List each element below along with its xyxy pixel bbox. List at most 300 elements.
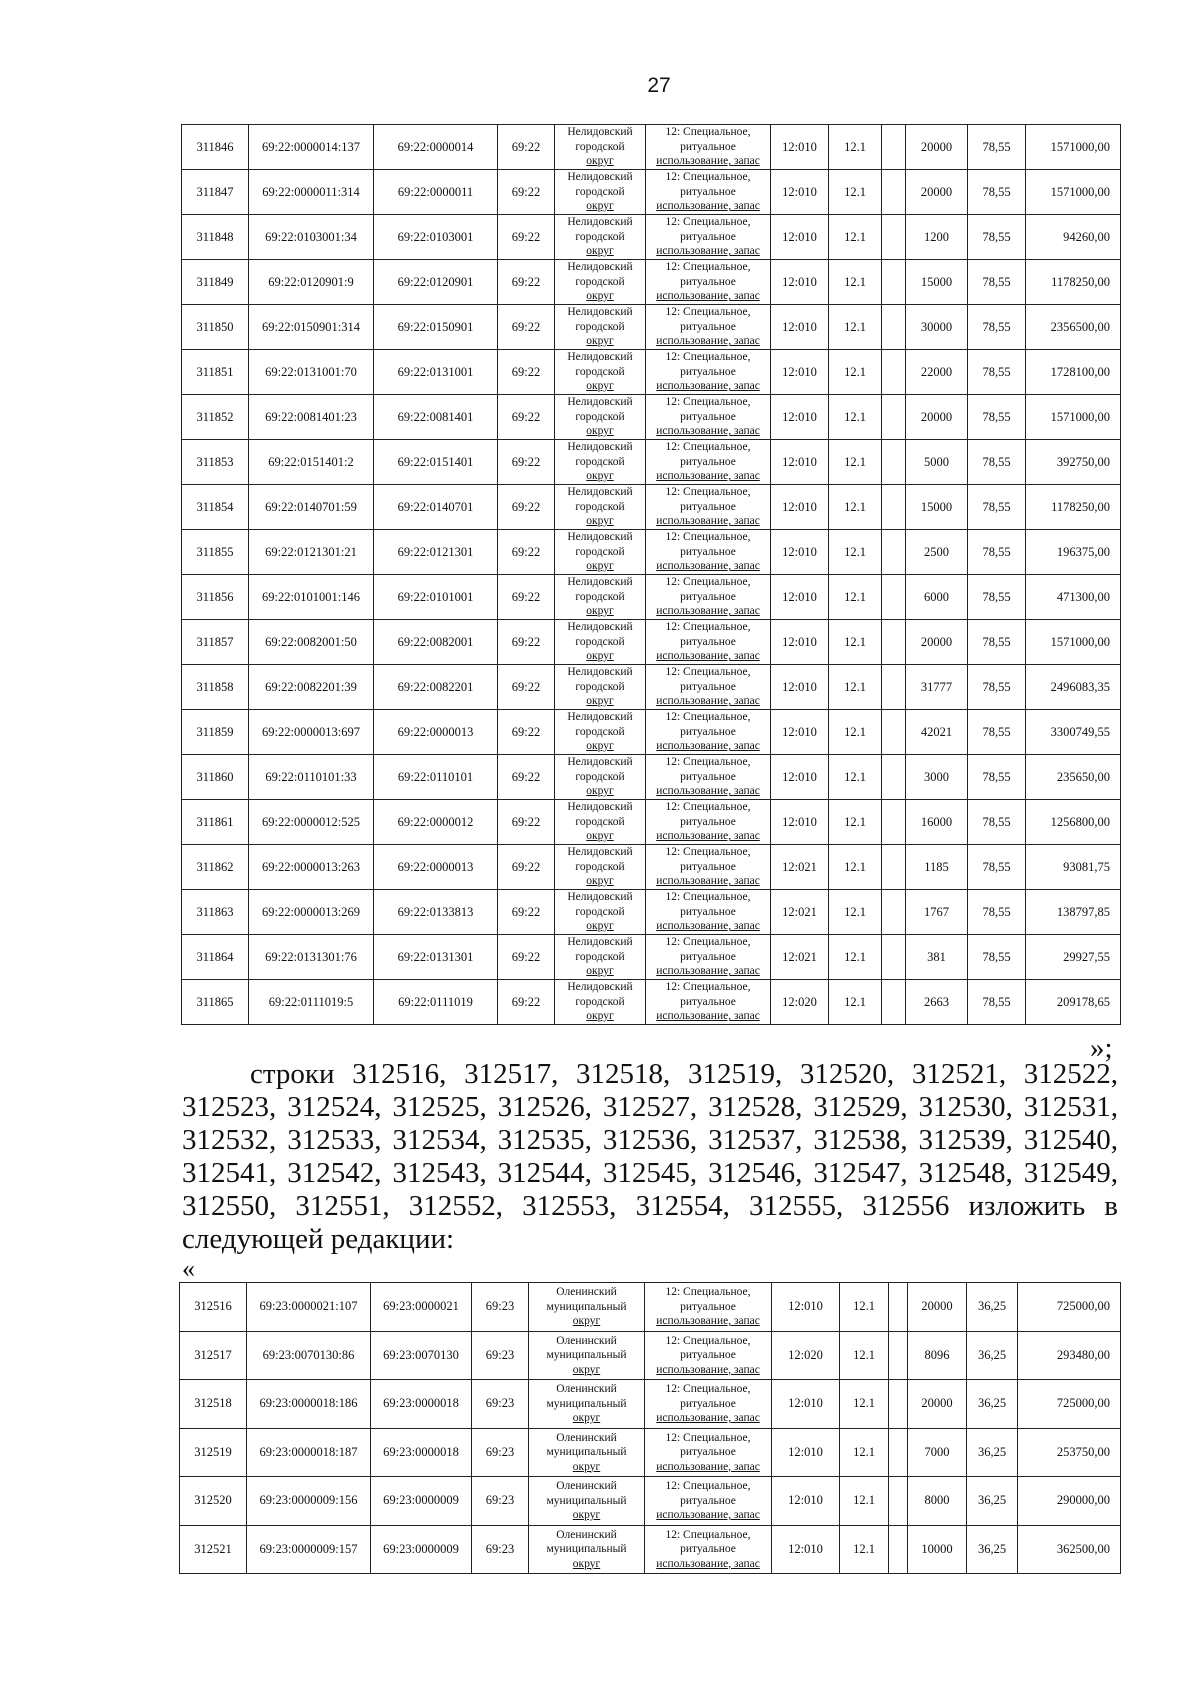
cadastral-district: 69:22 [498,890,555,935]
municipality-name-line: Нелидовский [567,621,633,634]
cadastral-number: 69:23:0000018:186 [247,1380,371,1429]
table-row [182,440,1121,485]
specific-value: 78,55 [968,935,1026,980]
cadastral-value: 1178250,00 [1026,260,1121,305]
land-use-type-line: 12: Специальное, [665,1528,751,1541]
land-use-type-line: 12: Специальное, [665,1334,751,1347]
cadastral-district: 69:22 [498,935,555,980]
row-number: 311856 [182,575,249,620]
land-use-type [646,935,771,980]
cadastral-quarter: 69:22:0103001 [374,215,498,260]
area-value: 8096 [908,1331,967,1380]
cadastral-value: 209178,65 [1026,980,1121,1025]
land-use-type-line: использование, запас [656,785,760,798]
area-value: 7000 [908,1428,967,1477]
cadastral-district: 69:22 [498,260,555,305]
land-use-type-line: ритуальное [680,1349,736,1361]
group-number: 12.1 [840,1380,889,1429]
row-number: 311851 [182,350,249,395]
cadastral-value: 1256800,00 [1026,800,1121,845]
municipality-name-line: Оленинский [556,1286,617,1298]
municipality-name-line: Оленинский [556,1383,617,1395]
land-use-type [646,260,771,305]
row-number: 311848 [182,215,249,260]
closing-quote: »; [1090,1032,1113,1064]
specific-value: 78,55 [968,980,1026,1025]
row-number: 311861 [182,800,249,845]
empty-cell [882,395,906,440]
municipality-name-line: округ [586,290,614,303]
cadastral-number: 69:23:0070130:86 [247,1331,371,1380]
municipality-name-line: муниципальный [546,1543,627,1555]
area-value: 2500 [906,530,968,575]
municipality-name-line: городской [575,275,625,288]
municipality-name-line: округ [586,155,614,168]
row-number: 312520 [180,1477,247,1526]
cadastral-quarter: 69:22:0101001 [374,575,498,620]
cadastral-number: 69:22:0000013:269 [249,890,374,935]
municipality-name-line: Нелидовский [567,936,633,949]
land-use-type-line: ритуальное [680,770,736,783]
area-value: 2663 [906,980,968,1025]
land-use-type-line: использование, запас [656,290,760,303]
cadastral-number: 69:22:0000013:697 [249,710,374,755]
row-number: 312518 [180,1380,247,1429]
cadastral-number: 69:22:0000014:137 [249,125,374,170]
cadastral-number: 69:22:0150901:314 [249,305,374,350]
cadastral-quarter: 69:23:0000018 [371,1428,472,1477]
group-number: 12.1 [829,620,882,665]
group-number: 12.1 [829,485,882,530]
cadastral-number: 69:22:0110101:33 [249,755,374,800]
municipality-name-line: Оленинский [556,1528,617,1541]
land-use-type-line: 12: Специальное, [665,306,751,319]
municipality-name-line: Оленинский [556,1431,617,1444]
row-number: 311853 [182,440,249,485]
empty-cell [882,890,906,935]
row-number: 311863 [182,890,249,935]
land-use-type-line: использование, запас [656,965,760,978]
land-use-type-line: ритуальное [680,230,736,243]
use-code: 12:010 [772,1428,840,1477]
specific-value: 78,55 [968,395,1026,440]
land-use-type [646,350,771,395]
area-value: 8000 [908,1477,967,1526]
municipality-name-line: городской [575,905,625,918]
cadastral-district: 69:22 [498,710,555,755]
group-number: 12.1 [829,845,882,890]
land-use-type-line: ритуальное [680,1494,736,1507]
municipality-name-line: округ [586,200,614,213]
municipality-name-line: Нелидовский [567,261,633,274]
area-value: 22000 [906,350,968,395]
page-number: 27 [647,74,671,97]
table-row [182,305,1121,350]
cadastral-number: 69:22:0131301:76 [249,935,374,980]
table-row [182,755,1121,800]
land-use-type-line: использование, запас [656,245,760,258]
land-use-type-line: 12: Специальное, [665,756,751,769]
land-use-type-line: ритуальное [680,815,736,828]
land-use-type-line: использование, запас [656,1412,760,1424]
cadastral-value: 725000,00 [1018,1380,1121,1429]
land-use-type [645,1283,772,1332]
municipality-name [555,305,646,350]
municipality-name-line: городской [575,410,625,423]
municipality-name-line: городской [575,635,625,648]
municipality-name-line: округ [586,515,614,528]
row-number: 311850 [182,305,249,350]
table-row [180,1525,1121,1574]
specific-value: 78,55 [968,665,1026,710]
municipality-name-line: городской [575,725,625,738]
land-use-type-line: 12: Специальное, [665,801,751,814]
municipality-name [555,440,646,485]
cadastral-quarter: 69:22:0000012 [374,800,498,845]
cadastral-value: 2496083,35 [1026,665,1121,710]
cadastral-value: 253750,00 [1018,1428,1121,1477]
land-use-type-line: ритуальное [680,455,736,468]
cadastral-quarter: 69:22:0111019 [374,980,498,1025]
empty-cell [882,125,906,170]
cadastral-value-table-bottom [179,1282,1121,1574]
empty-cell [882,485,906,530]
cadastral-quarter: 69:22:0121301 [374,530,498,575]
municipality-name [555,485,646,530]
cadastral-quarter: 69:22:0151401 [374,440,498,485]
land-use-type [646,485,771,530]
top-table-body [182,125,1121,1025]
empty-cell [882,620,906,665]
land-use-type-line: использование, запас [656,200,760,213]
empty-cell [882,845,906,890]
use-code: 12:010 [771,215,829,260]
cadastral-value: 725000,00 [1018,1283,1121,1332]
land-use-type-line: 12: Специальное, [665,1431,751,1444]
land-use-type-line: ритуальное [680,590,736,603]
table-row [182,800,1121,845]
empty-cell [882,260,906,305]
municipality-name-line: городской [575,140,625,153]
area-value: 20000 [906,620,968,665]
land-use-type [645,1380,772,1429]
cadastral-quarter: 69:22:0000014 [374,125,498,170]
cadastral-number: 69:22:0151401:2 [249,440,374,485]
group-number: 12.1 [829,710,882,755]
cadastral-district: 69:22 [498,305,555,350]
empty-cell [882,755,906,800]
use-code: 12:010 [772,1477,840,1526]
table-row [182,710,1121,755]
cadastral-number: 69:22:0082001:50 [249,620,374,665]
row-number: 311864 [182,935,249,980]
land-use-type-line: ритуальное [680,1446,736,1458]
use-code: 12:020 [771,980,829,1025]
land-use-type-line: использование, запас [656,1460,760,1473]
land-use-type-line: использование, запас [656,830,760,843]
table-row [182,890,1121,935]
land-use-type [646,710,771,755]
land-use-type-line: ритуальное [680,320,736,333]
empty-cell [882,305,906,350]
use-code: 12:010 [771,620,829,665]
row-number: 311854 [182,485,249,530]
municipality-name-line: городской [575,500,625,513]
municipality-name [529,1525,645,1574]
land-use-type-line: использование, запас [656,740,760,753]
land-use-type-line: использование, запас [656,1557,760,1570]
cadastral-number: 69:22:0101001:146 [249,575,374,620]
municipality-name-line: городской [575,230,625,243]
area-value: 10000 [908,1525,967,1574]
row-number: 311855 [182,530,249,575]
group-number: 12.1 [829,530,882,575]
table-row [180,1283,1121,1332]
cadastral-value: 362500,00 [1018,1525,1121,1574]
land-use-type-line: ритуальное [680,860,736,873]
use-code: 12:010 [771,800,829,845]
use-code: 12:010 [771,170,829,215]
area-value: 5000 [906,440,968,485]
land-use-type [646,125,771,170]
municipality-name-line: муниципальный [546,1494,627,1507]
municipality-name-line: округ [586,830,614,843]
cadastral-district: 69:23 [472,1283,529,1332]
municipality-name [555,170,646,215]
municipality-name [555,980,646,1025]
municipality-name-line: городской [575,545,625,558]
land-use-type-line: 12: Специальное, [665,576,751,589]
specific-value: 78,55 [968,485,1026,530]
land-use-type-line: ритуальное [680,905,736,918]
municipality-name-line: округ [586,695,614,708]
cadastral-district: 69:22 [498,665,555,710]
empty-cell [882,575,906,620]
cadastral-quarter: 69:22:0081401 [374,395,498,440]
area-value: 381 [906,935,968,980]
cadastral-number: 69:22:0081401:23 [249,395,374,440]
land-use-type-line: 12: Специальное, [665,621,751,634]
cadastral-value: 290000,00 [1018,1477,1121,1526]
group-number: 12.1 [840,1428,889,1477]
row-number: 311846 [182,125,249,170]
use-code: 12:010 [771,305,829,350]
land-use-type-line: ритуальное [680,995,736,1008]
land-use-type [646,800,771,845]
cadastral-value: 3300749,55 [1026,710,1121,755]
group-number: 12.1 [840,1525,889,1574]
land-use-type [646,890,771,935]
land-use-type [646,575,771,620]
land-use-type-line: использование, запас [656,1509,760,1521]
municipality-name-line: Нелидовский [567,351,633,364]
row-number: 311858 [182,665,249,710]
cadastral-value-table-top [181,124,1121,1025]
municipality-name-line: округ [586,875,614,888]
specific-value: 36,25 [967,1525,1018,1574]
use-code: 12:010 [771,755,829,800]
group-number: 12.1 [829,665,882,710]
municipality-name-line: округ [586,245,614,258]
specific-value: 78,55 [968,215,1026,260]
row-number: 312519 [180,1428,247,1477]
municipality-name-line: городской [575,770,625,783]
group-number: 12.1 [829,575,882,620]
cadastral-district: 69:22 [498,980,555,1025]
land-use-type-line: использование, запас [656,155,760,168]
specific-value: 78,55 [968,350,1026,395]
cadastral-district: 69:22 [498,575,555,620]
municipality-name-line: округ [572,1363,601,1376]
use-code: 12:021 [771,890,829,935]
empty-cell [882,710,906,755]
municipality-name-line: Нелидовский [567,531,633,544]
empty-cell [882,170,906,215]
land-use-type [645,1331,772,1380]
land-use-type-line: ритуальное [680,545,736,558]
table-row [182,125,1121,170]
municipality-name-line: городской [575,815,625,828]
land-use-type-line: использование, запас [656,920,760,933]
cadastral-value: 1571000,00 [1026,620,1121,665]
specific-value: 78,55 [968,575,1026,620]
group-number: 12.1 [829,755,882,800]
group-number: 12.1 [829,305,882,350]
cadastral-district: 69:22 [498,395,555,440]
municipality-name-line: городской [575,680,625,693]
cadastral-number: 69:22:0103001:34 [249,215,374,260]
area-value: 1185 [906,845,968,890]
specific-value: 78,55 [968,620,1026,665]
cadastral-number: 69:22:0000012:525 [249,800,374,845]
empty-cell [889,1477,908,1526]
cadastral-value: 196375,00 [1026,530,1121,575]
table-row [182,530,1121,575]
land-use-type-line: ритуальное [680,275,736,288]
land-use-type-line: использование, запас [656,560,760,573]
cadastral-number: 69:22:0000013:263 [249,845,374,890]
municipality-name [555,575,646,620]
use-code: 12:010 [771,440,829,485]
land-use-type [646,980,771,1025]
municipality-name-line: Нелидовский [567,441,633,454]
cadastral-district: 69:23 [472,1477,529,1526]
land-use-type [646,215,771,260]
cadastral-number: 69:22:0120901:9 [249,260,374,305]
municipality-name [555,755,646,800]
cadastral-value: 1571000,00 [1026,125,1121,170]
municipality-name-line: городской [575,320,625,333]
row-number: 311865 [182,980,249,1025]
cadastral-quarter: 69:22:0000011 [374,170,498,215]
land-use-type-line: 12: Специальное, [665,396,751,409]
cadastral-district: 69:22 [498,440,555,485]
land-use-type-line: 12: Специальное, [665,216,751,229]
table-row [182,395,1121,440]
empty-cell [889,1428,908,1477]
land-use-type [646,530,771,575]
table-row [180,1380,1121,1429]
cadastral-number: 69:22:0111019:5 [249,980,374,1025]
group-number: 12.1 [829,890,882,935]
land-use-type-line: 12: Специальное, [665,171,751,184]
municipality-name-line: Нелидовский [567,576,633,589]
empty-cell [889,1380,908,1429]
land-use-type-line: ритуальное [680,410,736,423]
row-number: 312517 [180,1331,247,1380]
municipality-name-line: Нелидовский [567,126,633,139]
cadastral-number: 69:22:0000011:314 [249,170,374,215]
land-use-type [646,440,771,485]
land-use-type-line: использование, запас [656,875,760,888]
municipality-name-line: Нелидовский [567,846,633,859]
cadastral-value: 1571000,00 [1026,395,1121,440]
group-number: 12.1 [840,1331,889,1380]
cadastral-district: 69:23 [472,1331,529,1380]
cadastral-district: 69:22 [498,485,555,530]
land-use-type-line: 12: Специальное, [665,891,751,904]
area-value: 1200 [906,215,968,260]
municipality-name [555,665,646,710]
table-row [180,1331,1121,1380]
land-use-type-line: ритуальное [680,1397,736,1410]
land-use-type-line: 12: Специальное, [665,1480,751,1492]
municipality-name [529,1380,645,1429]
municipality-name [555,620,646,665]
empty-cell [882,530,906,575]
municipality-name-line: округ [586,470,614,483]
land-use-type-line: 12: Специальное, [665,981,751,994]
group-number: 12.1 [829,800,882,845]
row-number: 311859 [182,710,249,755]
land-use-type [645,1428,772,1477]
municipality-name-line: округ [572,1412,601,1424]
amendment-text: строки 312516, 312517, 312518, 312519, 312520, 312521, 312522, 312523, 312524, 312525, 312526, 312527, 312528, 312529, 312530, 312531, 312532, 312533, 312534, 312535, 312536, 312537, 312538, 312539, 312540, 312541, 312542, 312543, 312544, 312545, 312546, 312547, 312548, 312549, 312550, 312551, 312552, 312553, 312554, 312555, 312556 изложить в следующей редакции: [182,1058,1118,1255]
land-use-type-line: 12: Специальное, [665,126,751,139]
cadastral-quarter: 69:22:0131001 [374,350,498,395]
municipality-name-line: округ [572,1315,601,1327]
area-value: 15000 [906,260,968,305]
use-code: 12:010 [771,485,829,530]
specific-value: 36,25 [967,1283,1018,1332]
cadastral-number: 69:23:0000021:107 [247,1283,371,1332]
row-number: 311862 [182,845,249,890]
municipality-name-line: городской [575,365,625,378]
municipality-name-line: округ [572,1557,601,1570]
amendment-paragraph [182,1058,1118,1256]
group-number: 12.1 [840,1477,889,1526]
municipality-name [555,890,646,935]
cadastral-quarter: 69:22:0082201 [374,665,498,710]
municipality-name [529,1331,645,1380]
cadastral-quarter: 69:22:0000013 [374,710,498,755]
municipality-name-line: городской [575,455,625,468]
municipality-name-line: муниципальный [546,1446,627,1458]
specific-value: 78,55 [968,710,1026,755]
table-row [182,935,1121,980]
row-number: 311849 [182,260,249,305]
opening-quote: « [182,1254,195,1283]
cadastral-value: 1178250,00 [1026,485,1121,530]
land-use-type-line: ритуальное [680,725,736,738]
empty-cell [889,1283,908,1332]
municipality-name [555,935,646,980]
land-use-type [645,1525,772,1574]
empty-cell [882,935,906,980]
municipality-name [555,530,646,575]
land-use-type-line: ритуальное [680,140,736,153]
group-number: 12.1 [829,125,882,170]
